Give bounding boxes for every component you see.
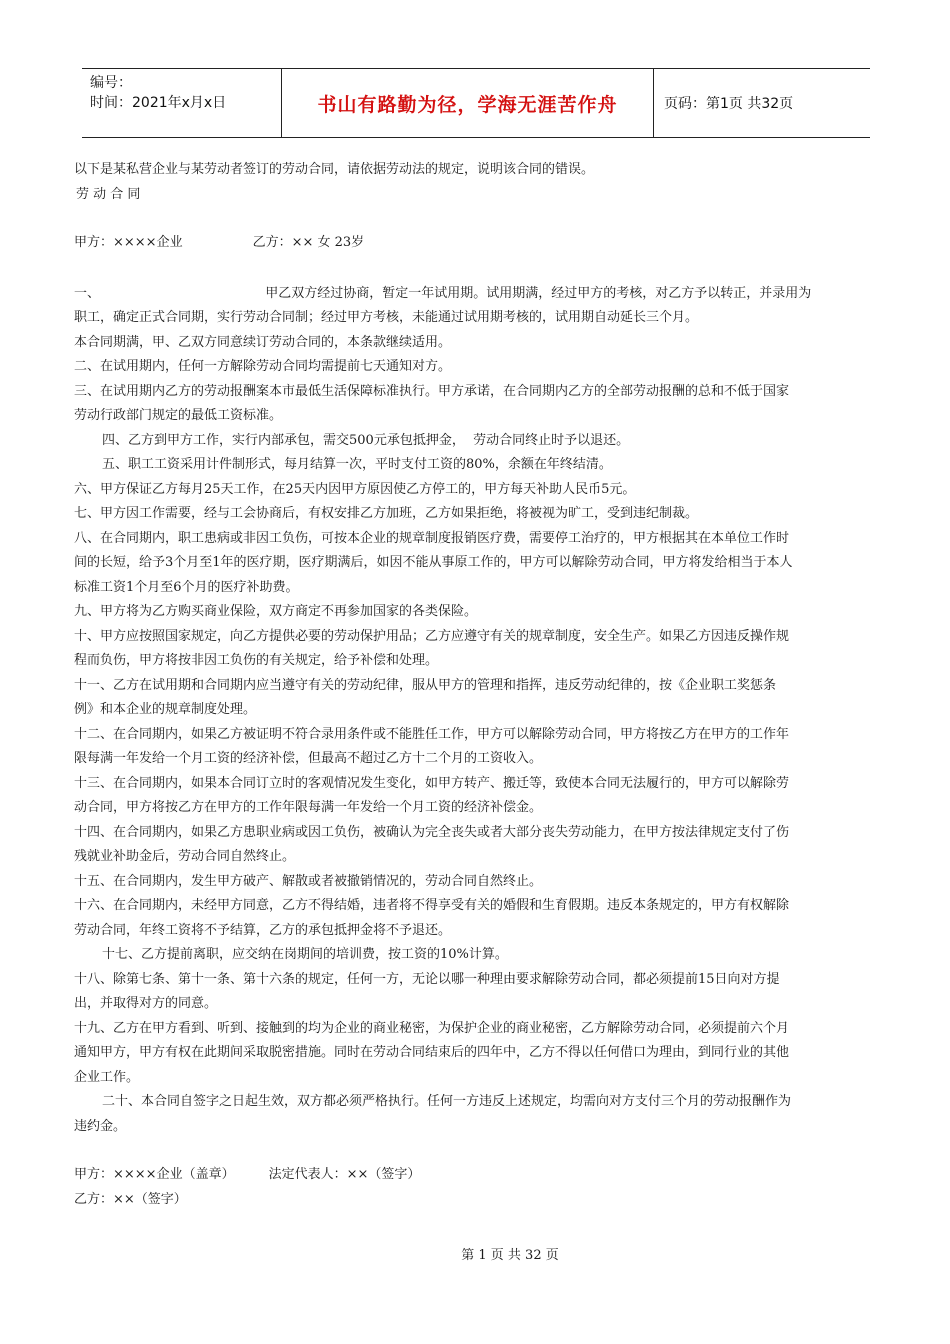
document-number: 编号： — [90, 75, 132, 91]
signature-legal-rep: 法定代表人：××（签字） — [268, 1167, 421, 1182]
clause-line: 程而负伤，甲方将按非因工负伤的有关规定，给予补偿和处理。 — [74, 653, 439, 668]
clause-line: 限每满一年发给一个月工资的经济补偿，但最高不超过乙方十二个月的工资收入。 — [74, 751, 543, 766]
clause-line: 十五、在合同期内，发生甲方破产、解散或者被撤销情况的，劳动合同自然终止。 — [74, 873, 543, 889]
intro-text: 以下是某私营企业与某劳动者签订的劳动合同，请依据劳动法的规定，说明该合同的错误。 — [74, 162, 595, 177]
clause-line: 职工，确定正式合同期，实行劳动合同制；经过甲方考核，未能通过试用期考核的，试用期自动延长三个月。 — [74, 310, 699, 325]
clause-line: 六、甲方保证乙方每月25天工作，在25天内因甲方原因使乙方停工的，甲方每天补助人民币5元。 — [74, 481, 636, 497]
header-page-number: 页码：第1页 共32页 — [664, 96, 794, 112]
clause-line: 十六、在合同期内，未经甲方同意，乙方不得结婚，违者将不得享受有关的婚假和生育假期。违反本条规定的，甲方有权解除 — [74, 898, 790, 913]
clause-line: 间的长短，给予3个月至1年的医疗期，医疗期满后，如因不能从事原工作的，甲方可以解除劳动合同，甲方将发给相当于本人 — [74, 555, 793, 570]
clause-line: 四、乙方到甲方工作，实行内部承包，需交500元承包抵押金， 劳动合同终止时予以退还。 — [102, 432, 630, 448]
clause-line: 二十、本合同自签字之日起生效，双方都必须严格执行。任何一方违反上述规定，均需向对方支付三个月的劳动报酬作为 — [102, 1094, 792, 1109]
page-footer: 第 1 页 共 32 页 — [461, 1248, 559, 1263]
header-motto: 书山有路勤为径，学海无涯苦作舟 — [282, 69, 654, 137]
clause-line: 劳动行政部门规定的最低工资标准。 — [74, 408, 283, 423]
clause-line: 九、甲方将为乙方购买商业保险，双方商定不再参加国家的各类保险。 — [74, 604, 478, 619]
contract-title: 劳 动 合 同 — [76, 186, 141, 202]
clause-line: 十八、除第七条、第十一条、第十六条的规定，任何一方，无论以哪一种理由要求解除劳动合同，都必须提前15日向对方提 — [74, 971, 780, 987]
signature-party-b: 乙方：××（签字） — [74, 1191, 187, 1207]
clause-line: 十七、乙方提前离职，应交纳在岗期间的培训费，按工资的10%计算。 — [102, 947, 508, 962]
clause-line: 例》和本企业的规章制度处理。 — [74, 702, 257, 717]
clause-line: 二、在试用期内，任何一方解除劳动合同均需提前七天通知对方。 — [74, 359, 452, 374]
clause-line: 五、职工工资采用计件制形式，每月结算一次，平时支付工资的80%，余额在年终结清。 — [102, 457, 612, 472]
signature-party-a: 甲方：××××企业（盖章） — [74, 1167, 235, 1182]
clause-line: 七、甲方因工作需要，经与工会协商后，有权安排乙方加班，乙方如果拒绝，将被视为旷工，受到违纪制裁。 — [74, 506, 699, 521]
signature-line — [74, 1163, 874, 1188]
clause-line: 劳动合同，年终工资将不予结算，乙方的承包抵押金将不予退还。 — [74, 922, 452, 938]
parties-line — [74, 231, 874, 256]
clause-line: 残就业补助金后，劳动合同自然终止。 — [74, 849, 296, 864]
clause-line: 十九、乙方在甲方看到、听到、接触到的均为企业的商业秘密，为保护企业的商业秘密，乙方解除劳动合同，必须提前六个月 — [74, 1020, 790, 1036]
clause-line: 十二、在合同期内，如果乙方被证明不符合录用条件或不能胜任工作，甲方可以解除劳动合同，甲方将按乙方在甲方的工作年 — [74, 726, 790, 742]
clause-line: 十三、在合同期内，如果本合同订立时的客观情况发生变化，如甲方转产、搬迁等，致使本合同无法履行的，甲方可以解除劳 — [74, 775, 790, 791]
clause-line: 十四、在合同期内，如果乙方患职业病或因工负伤，被确认为完全丧失或者大部分丧失劳动能力，在甲方按法律规定支付了伤 — [74, 824, 790, 840]
clause-line: 企业工作。 — [74, 1069, 140, 1085]
document-body — [74, 158, 874, 1212]
party-b: 乙方：×× 女 23岁 — [252, 235, 365, 250]
clause-line: 通知甲方，甲方有权在此期间采取脱密措施。同时在劳动合同结束后的四年中，乙方不得以任何借口为理由，到同行业的其他 — [74, 1045, 790, 1060]
page-header — [82, 68, 870, 138]
clause-line: 动合同，甲方将按乙方在甲方的工作年限每满一年发给一个月工资的经济补偿金。 — [74, 800, 543, 815]
party-a: 甲方：××××企业 — [74, 235, 183, 250]
clause-line: 十一、乙方在试用期和合同期内应当遵守有关的劳动纪律，服从甲方的管理和指挥，违反劳动纪律的，按《企业职工奖惩条 — [74, 677, 777, 693]
clause-line: 出，并取得对方的同意。 — [74, 996, 218, 1011]
document-date: 时间：2021年x月x日 — [90, 95, 227, 111]
clause-line: 三、在试用期内乙方的劳动报酬案本市最低生活保障标准执行。甲方承诺，在合同期内乙方的全部劳动报酬的总和不低于国家 — [74, 383, 790, 399]
clause-line: 八、在合同期内，职工患病或非因工负伤，可按本企业的规章制度报销医疗费，需要停工治疗的，甲方根据其在本单位工作时 — [74, 530, 790, 546]
clause-line: 十、甲方应按照国家规定，向乙方提供必要的劳动保护用品；乙方应遵守有关的规章制度，安全生产。如果乙方因违反操作规 — [74, 628, 790, 644]
clause-line: 标准工资1个月至6个月的医疗补助费。 — [74, 579, 299, 595]
clause-line: 违约金。 — [74, 1118, 127, 1134]
clause-line: 本合同期满，甲、乙双方同意续订劳动合同的，本条款继续适用。 — [74, 334, 452, 350]
clause-line: 一、 甲乙双方经过协商，暂定一年试用期。试用期满，经过甲方的考核，对乙方予以转正，并录用为 — [74, 285, 812, 301]
header-meta — [82, 69, 282, 137]
